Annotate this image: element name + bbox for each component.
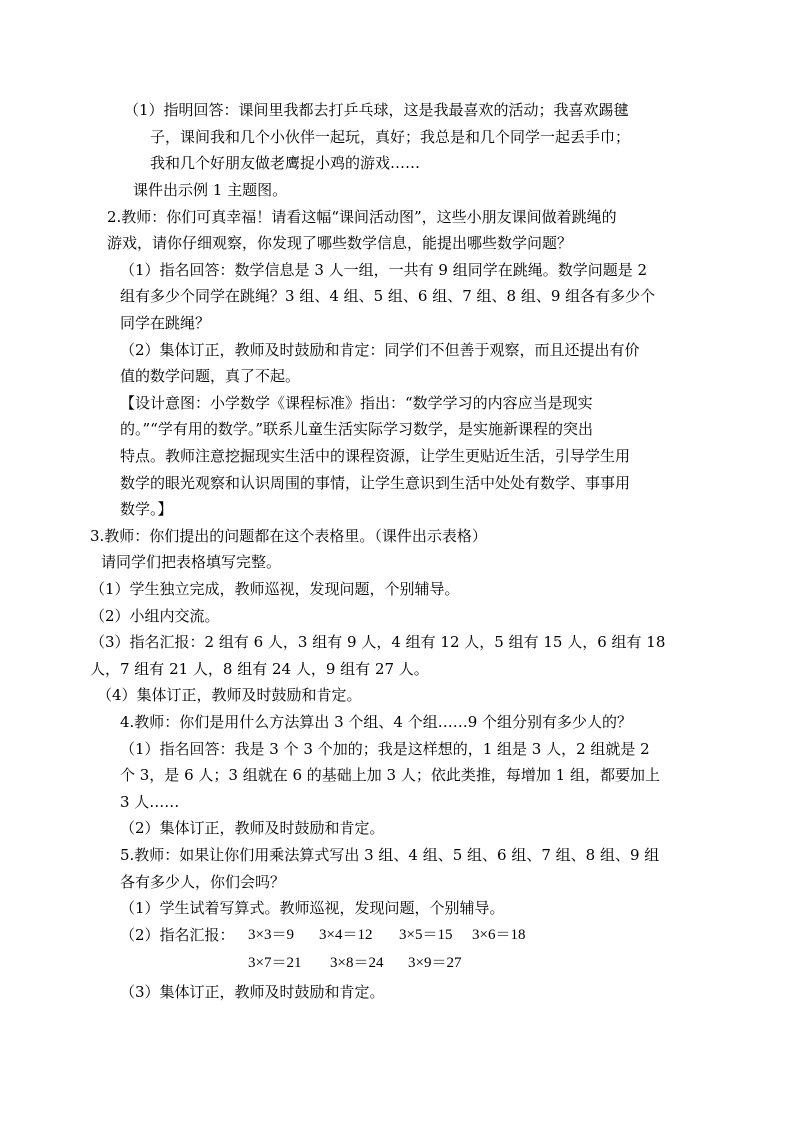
text-line: （2）集体订正，教师及时鼓励和肯定：同学们不但善于观察，而且还提出有价 bbox=[120, 341, 640, 359]
text-line: 3 人…… bbox=[120, 793, 180, 811]
text-line: 数学。】 bbox=[120, 500, 173, 518]
text-line: 游戏，请你仔细观察，你发现了哪些数学信息，能提出哪些数学问题？ bbox=[107, 234, 573, 252]
text-line: （2）小组内交流。 bbox=[90, 607, 220, 625]
text-line: 同学在跳绳？ bbox=[120, 314, 211, 332]
formula-3x9: 3×9＝27 bbox=[408, 955, 462, 971]
text-line: 数学的眼光观察和认识周围的事情，让学生意识到生活中处处有数学、事事用 bbox=[120, 474, 631, 492]
formula-3x8: 3×8＝24 bbox=[330, 955, 384, 971]
text-line: （4）集体订正，教师及时鼓励和肯定。 bbox=[97, 686, 362, 704]
text-line: （3）指名汇报：2 组有 6 人，3 组有 9 人，4 组有 12 人，5 组有 15 人，6 组有 18 bbox=[90, 633, 666, 651]
formula-3x4: 3×4＝12 bbox=[319, 927, 373, 943]
text-line: 课件出示例 1 主题图。 bbox=[133, 181, 288, 199]
text-line: 请同学们把表格填写完整。 bbox=[101, 553, 282, 571]
text-line: （2）指名汇报： bbox=[120, 926, 235, 944]
text-line: 的。”“学有用的数学。”联系儿童生活实际学习数学，是实施新课程的突出 bbox=[120, 420, 594, 438]
text-line: 个 3，是 6 人；3 组就在 6 的基础上加 3 人；依此类推，每增加 1 组，都要加上 bbox=[120, 766, 660, 784]
text-line: 子，课间我和几个小伙伴一起玩，真好；我总是和几个同学一起丢手巾； bbox=[150, 128, 631, 146]
text-line: 特点。教师注意挖掘现实生活中的课程资源，让学生更贴近生活，引导学生用 bbox=[120, 447, 631, 465]
text-line: 值的数学问题，真了不起。 bbox=[120, 367, 301, 385]
text-line: （3）集体订正，教师及时鼓励和肯定。 bbox=[120, 983, 385, 1001]
text-line: 组有多少个同学在跳绳？3 组、4 组、5 组、6 组、7 组、8 组、9 组各有多少个 bbox=[120, 287, 656, 305]
text-line: （2）集体订正，教师及时鼓励和肯定。 bbox=[120, 819, 385, 837]
formula-3x3: 3×3＝9 bbox=[248, 927, 294, 943]
text-line: 4.教师：你们是用什么方法算出 3 个组、4 个组……9 个组分别有多少人的？ bbox=[120, 713, 633, 731]
text-line: 【设计意图：小学数学《课程标准》指出：“数学学习的内容应当是现实 bbox=[120, 394, 593, 412]
text-line: 各有多少人，你们会吗？ bbox=[120, 873, 286, 891]
text-line: 3.教师：你们提出的问题都在这个表格里。（课件出示表格） bbox=[90, 527, 487, 545]
text-line: 2.教师：你们可真幸福！请看这幅“课间活动图”，这些小朋友课间做着跳绳的 bbox=[107, 208, 617, 226]
text-line: （1）指名回答：数学信息是 3 人一组，一共有 9 组同学在跳绳。数学问题是 2 bbox=[120, 261, 648, 279]
formula-3x7: 3×7＝21 bbox=[248, 955, 302, 971]
formula-3x6: 3×6＝18 bbox=[472, 927, 526, 943]
formula-3x5: 3×5＝15 bbox=[399, 927, 453, 943]
text-line: （1）学生独立完成，教师巡视，发现问题，个别辅导。 bbox=[90, 580, 460, 598]
text-line: （1）指明回答：课间里我都去打乒乓球，这是我最喜欢的活动；我喜欢踢毽 bbox=[124, 101, 629, 119]
text-line: 5.教师：如果让你们用乘法算式写出 3 组、4 组、5 组、6 组、7 组、8 组、9 组 bbox=[120, 846, 660, 864]
text-line: 我和几个好朋友做老鹰捉小鸡的游戏…… bbox=[150, 154, 421, 172]
text-line: （1）学生试着写算式。教师巡视，发现问题，个别辅导。 bbox=[120, 899, 505, 917]
text-line: 人，7 组有 21 人，8 组有 24 人，9 组有 27 人。 bbox=[90, 660, 429, 678]
text-line: （1）指名回答：我是 3 个 3 个加的；我是这样想的，1 组是 3 人，2 组就是 2 bbox=[120, 740, 650, 758]
